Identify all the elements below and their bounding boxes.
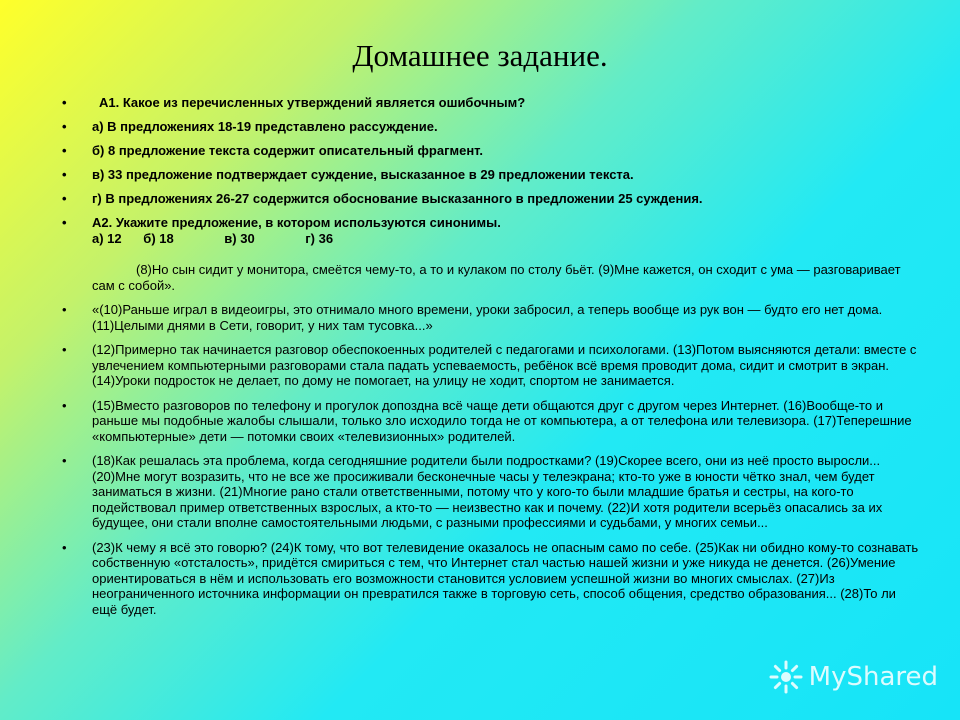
bullet-icon: • [62, 215, 67, 230]
option-b [0, 143, 960, 159]
passage-paragraph [0, 302, 960, 333]
passage-lead-text: (8)Но сын сидит у монитора, смеётся чему-то, а то и кулаком по столу бьёт. (9)Мне кажется, он сходит с ума — разговаривает сам с собой». [92, 262, 901, 293]
bullet-icon: • [62, 453, 67, 468]
paragraph-text: (15)Вместо разговоров по телефону и прогулок допоздна всё чаще дети общаются друг с другом через Интернет. (16)Вообще-то и раньше мы подобные жалобы слышали, только зло исходило тогда не от компьютера, а от телефона или телевизора. (17)Теперешние «компьютерные» дети — потомки своих «телевизионных» родителей. [92, 397, 912, 444]
passage-paragraph [0, 540, 960, 618]
passage-paragraph [0, 342, 960, 389]
passage-lead [0, 262, 960, 293]
passage-list [0, 302, 960, 617]
question-text: А2. Укажите предложение, в котором используются синонимы. [92, 215, 501, 230]
bullet-icon: • [62, 539, 67, 555]
bullet-icon: • [62, 191, 67, 206]
bullet-icon: • [62, 302, 67, 317]
bullet-icon: • [62, 397, 67, 413]
option-g [0, 191, 960, 207]
paragraph-text: (12)Примерно так начинается разговор обеспокоенных родителей с педагогами и психологами. (13)Потом выясняются детали: вместе с увлечением компьютерными разговорами стала падать успеваемость, ребёнок всё время проводит дома, сидит и смотрит в экран. (14)Уроки подросток не делает, по дому не помогает, на улицу не ходит, спортом не занимается. [92, 342, 917, 388]
option-text: в) 33 предложение подтверждает суждение, высказанное в 29 предложении текста. [92, 167, 634, 182]
question-a1 [0, 95, 960, 111]
watermark [769, 660, 938, 694]
option-a [0, 119, 960, 135]
option-text: а) В предложениях 18-19 представлено рассуждение. [92, 119, 438, 134]
bullet-icon: • [62, 95, 67, 110]
passage-paragraph [0, 453, 960, 531]
passage-paragraph [0, 398, 960, 445]
option-text: г) В предложениях 26-27 содержится обоснование высказанного в предложении 25 суждения. [92, 191, 703, 206]
bullet-icon: • [62, 167, 67, 182]
paragraph-text: (23)К чему я всё это говорю? (24)К тому, что вот телевидение оказалось не опасным само по себе. (25)Как ни обидно кому-то сознавать собственную «отсталость», придётся смириться с тем, что Интернет стал частью нашей жизни и уже никуда не денется. (26)Умение ориентироваться в нём и использовать его возможности становится условием успешной жизни во многих смыслах. (27)Из неограниченного источника информации он превратился также в торговую сеть, способ общения, средство образования... (28)То ли ещё будет. [92, 539, 919, 617]
paragraph-text: (18)Как решалась эта проблема, когда сегодняшние родители были подростками? (19)Скорее всего, они из неё просто выросли... (20)Мне могут возразить, что не все же просиживали бесконечные часы у телеэкрана; кто-то уже в юности чётко знал, чем будет заниматься в жизни. (21)Многие рано стали ответственными, потому что у кого-то были младшие братья и сестры, на кого-то подействовал пример ответственных взрослых, а кто-то — неизвестно как и почему. (22)И хотя родители всерьёз опасались за их будущее, они стали вполне самостоятельными людьми, с разными профессиями и судьбами, у многих семьи... [92, 453, 883, 530]
myshared-logo-icon [769, 660, 803, 694]
a2-options: а) 12 б) 18 в) 30 г) 36 [92, 231, 334, 246]
page-title: Домашнее задание. [352, 38, 608, 73]
text-passage [0, 262, 960, 626]
option-v [0, 167, 960, 183]
option-text: б) 8 предложение текста содержит описательный фрагмент. [92, 143, 484, 158]
bullet-icon: • [62, 143, 67, 158]
bullet-icon: • [62, 119, 67, 134]
question-text: А1. Какое из перечисленных утверждений является ошибочным? [99, 95, 526, 110]
bullet-icon: • [62, 342, 67, 357]
watermark-text: MyShared [808, 662, 938, 692]
question-list [0, 95, 960, 255]
paragraph-text: «(10)Раньше играл в видеоигры, это отнимало много времени, уроки забросил, а теперь вообще из рук вон — будто его нет дома. (11)Целыми днями в Сети, говорит, у них там тусовка...» [92, 302, 883, 333]
question-a2 [0, 215, 960, 247]
